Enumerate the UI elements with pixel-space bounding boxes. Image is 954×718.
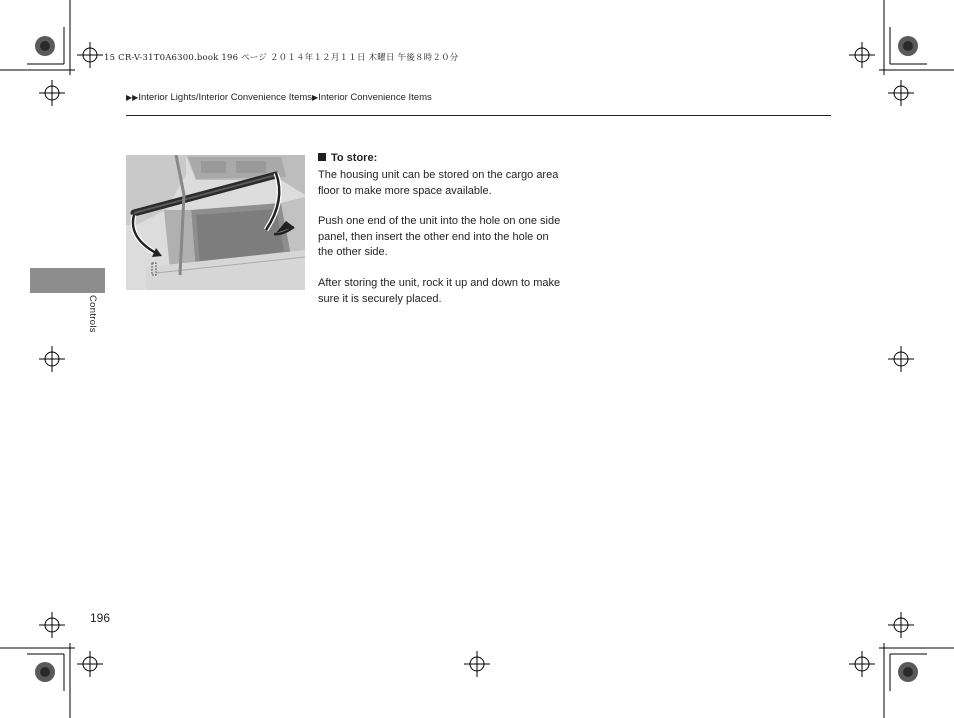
page-number: 196	[90, 611, 111, 625]
section-tab	[30, 268, 105, 293]
cargo-area-illustration	[126, 155, 305, 290]
heading-text: To store:	[331, 152, 378, 164]
breadcrumb-section: Interior Lights/Interior Convenience Items	[138, 92, 313, 103]
section-heading	[318, 152, 377, 164]
header-rule	[126, 115, 831, 116]
paragraph: After storing the unit, rock it up and down to make sure it is securely placed.	[318, 277, 561, 305]
breadcrumb-arrows: ▶▶	[126, 93, 139, 102]
heading-square-icon	[318, 153, 326, 161]
paragraph: The housing unit can be stored on the cargo area floor to make more space available.	[318, 169, 559, 197]
breadcrumb	[126, 92, 432, 103]
section-tab-label: Controls	[87, 295, 98, 333]
paragraph: Push one end of the unit into the hole on one side panel, then insert the other end into the hole on the other side.	[318, 215, 561, 258]
printer-slug-line: 15 CR-V-31T0A6300.book 196 ページ ２０１４年１２月１１日 木曜日 午後８時２０分	[104, 53, 459, 63]
breadcrumb-subsection: Interior Convenience Items	[318, 92, 432, 103]
breadcrumb-separator: ▶	[312, 93, 319, 102]
